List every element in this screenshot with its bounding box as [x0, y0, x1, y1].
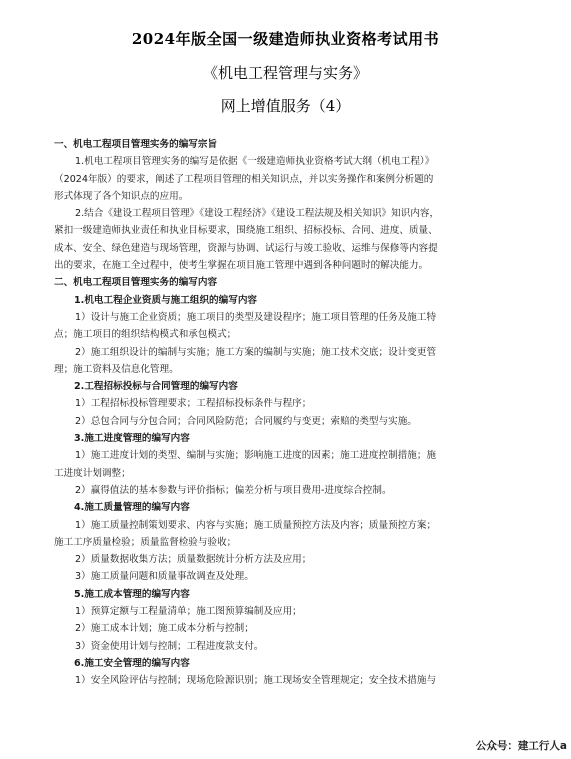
paragraph-line: 形式体现了各个知识点的应用。: [54, 190, 189, 202]
section-heading: 5.施工成本管理的编写内容: [74, 588, 190, 600]
paragraph-line: 2.结合《建设工程项目管理》《建设工程经济》《建设工程法规及相关知识》知识内容，: [75, 208, 440, 220]
paragraph-line: 1）施工质量控制策划要求、内容与实施；施工质量预控方法及内容；质量预控方案；: [75, 519, 437, 531]
section-heading: 3.施工进度管理的编写内容: [74, 433, 190, 445]
book-title: 《机电工程管理与实务》: [202, 64, 368, 82]
paragraph-line: 2）赢得值法的基本参数与评价指标；偏差分析与项目费用-进度综合控制。: [75, 484, 392, 496]
section-heading: 4.施工质量管理的编写内容: [74, 502, 190, 514]
section-heading: 二、机电工程项目管理实务的编写内容: [54, 277, 218, 289]
paragraph-line: 3）施工质量问题和质量事故调查及处理。: [75, 571, 254, 583]
paragraph-line: 1）预算定额与工程量清单；施工图预算编制及应用；: [75, 606, 302, 618]
paragraph-line: 成本、安全、绿色建造与现场管理，资源与协调、试运行与竣工验收、运维与保修等内容提: [54, 242, 438, 254]
paragraph-line: 出的要求，在施工全过程中，使考生掌握在项目施工管理中遇到各种问题时的解决能力。: [54, 260, 429, 272]
document-title: 2024年版全国一级建造师执业资格考试用书: [131, 30, 440, 48]
paragraph-line: 3）资金使用计划与控制；工程进度款支付。: [75, 640, 264, 652]
paragraph-line: 2）施工成本计划；施工成本分析与控制；: [75, 623, 254, 635]
paragraph-line: 1）安全风险评估与控制；现场危险源识别；施工现场安全管理规定；安全技术措施与: [75, 675, 437, 687]
paragraph-line: （2024年版）的要求，阐述了工程项目管理的相关知识点，并以实务操作和案例分析题的: [54, 173, 434, 185]
paragraph-line: 工进度计划调整；: [54, 467, 131, 479]
paragraph-line: 1）施工进度计划的类型、编制与实施；影响施工进度的因素；施工进度控制措施；施: [75, 450, 437, 462]
paragraph-line: 点；施工项目的组织结构模式和承包模式；: [54, 329, 237, 341]
section-heading: 一、机电工程项目管理实务的编写宗旨: [54, 139, 218, 150]
section-heading: 1.机电工程企业资质与施工组织的编写内容: [74, 294, 258, 306]
paragraph-line: 1.机电工程项目管理实务的编写是依据《一级建造师执业资格考试大纲（机电工程）》: [75, 156, 435, 168]
paragraph-line: 1）设计与施工企业资质；施工项目的类型及建设程序；施工项目管理的任务及施工特: [75, 311, 437, 323]
paragraph-line: 2）总包合同与分包合同；合同风险防范；合同履约与变更；索赔的类型与实施。: [75, 415, 417, 427]
paragraph-line: 紧扣一级建造师执业责任和执业目标要求，围绕施工组织、招标投标、合同、进度、质量、: [54, 225, 438, 237]
document-body: [54, 136, 522, 690]
paragraph-line: 1）工程招标投标管理要求；工程招标投标条件与程序；: [75, 398, 312, 410]
section-heading: 2.工程招标投标与合同管理的编写内容: [74, 381, 238, 393]
paragraph-line: 理；施工资料及信息化管理。: [54, 363, 179, 375]
paragraph-line: 施工工序质量检验；质量监督检验与验收；: [54, 536, 237, 548]
paragraph-line: 2）质量数据收集方法；质量数据统计分析方法及应用；: [75, 554, 312, 566]
section-heading: 6.施工安全管理的编写内容: [74, 657, 190, 669]
watermark-text: 公众号：建工行人a: [475, 740, 567, 752]
document-subtitle: 网上增值服务（4）: [220, 97, 351, 115]
paragraph-line: 2）施工组织设计的编制与实施；施工方案的编制与实施；施工技术交底；设计变更管: [75, 346, 437, 358]
